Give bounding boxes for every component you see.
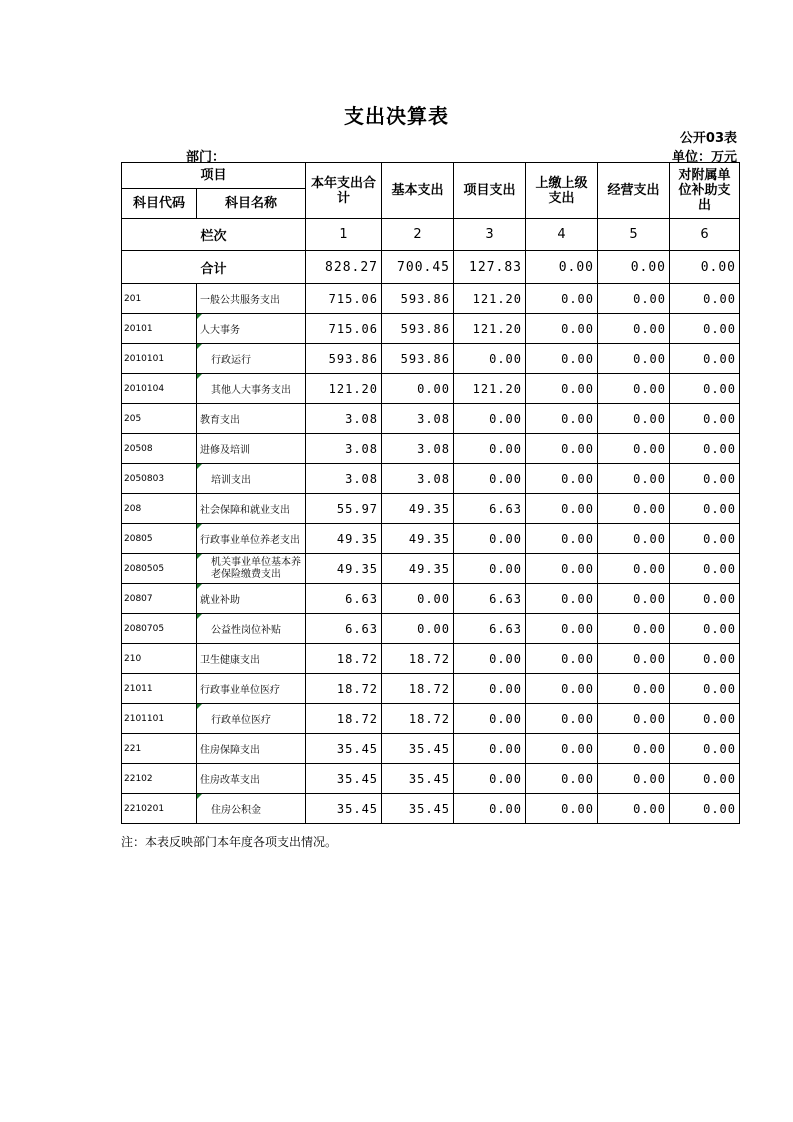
amount-cell: 593.86	[382, 344, 454, 374]
amount-cell: 0.00	[526, 734, 598, 764]
amount-cell: 0.00	[526, 644, 598, 674]
amount-cell: 0.00	[454, 404, 526, 434]
subject-code: 20805	[122, 524, 197, 554]
amount-cell: 18.72	[382, 674, 454, 704]
amount-cell: 0.00	[598, 314, 670, 344]
amount-cell: 18.72	[306, 674, 382, 704]
table-row	[122, 524, 740, 554]
subject-name: 行政事业单位养老支出	[197, 524, 306, 554]
amount-cell: 0.00	[526, 704, 598, 734]
subject-name: 住房公积金	[197, 794, 306, 824]
subject-name: 人大事务	[197, 314, 306, 344]
amount-cell: 0.00	[382, 374, 454, 404]
amount-cell: 0.00	[670, 464, 740, 494]
column-number: 1	[306, 219, 382, 251]
amount-cell: 0.00	[598, 374, 670, 404]
amount-cell: 0.00	[670, 644, 740, 674]
amount-cell: 0.00	[670, 614, 740, 644]
amount-cell: 0.00	[598, 404, 670, 434]
total-value: 828.27	[306, 251, 382, 284]
amount-cell: 0.00	[670, 734, 740, 764]
amount-cell: 0.00	[526, 284, 598, 314]
amount-cell: 0.00	[670, 524, 740, 554]
amount-cell: 0.00	[598, 644, 670, 674]
amount-cell: 3.08	[382, 464, 454, 494]
amount-cell: 0.00	[526, 614, 598, 644]
table-row	[122, 644, 740, 674]
table-row	[122, 464, 740, 494]
table-row	[122, 734, 740, 764]
amount-cell: 593.86	[382, 284, 454, 314]
form-number: 公开03表	[679, 131, 737, 146]
total-value: 0.00	[526, 251, 598, 284]
total-value: 0.00	[598, 251, 670, 284]
header-business: 经营支出	[598, 163, 670, 219]
table-row	[122, 404, 740, 434]
amount-cell: 35.45	[306, 764, 382, 794]
subject-name: 进修及培训	[197, 434, 306, 464]
amount-cell: 0.00	[598, 764, 670, 794]
footnote: 注：本表反映部门本年度各项支出情况。	[121, 835, 338, 849]
amount-cell: 49.35	[382, 494, 454, 524]
amount-cell: 0.00	[670, 404, 740, 434]
amount-cell: 0.00	[598, 734, 670, 764]
subject-name: 行政单位医疗	[197, 704, 306, 734]
subject-code: 210	[122, 644, 197, 674]
subject-code: 2080505	[122, 554, 197, 584]
page-title: 支出决算表	[344, 104, 449, 128]
amount-cell: 0.00	[526, 314, 598, 344]
subject-name: 行政运行	[197, 344, 306, 374]
subject-name: 住房改革支出	[197, 764, 306, 794]
amount-cell: 0.00	[454, 554, 526, 584]
amount-cell: 35.45	[306, 734, 382, 764]
table-row	[122, 704, 740, 734]
amount-cell: 0.00	[526, 794, 598, 824]
amount-cell: 0.00	[382, 614, 454, 644]
subject-code: 2080705	[122, 614, 197, 644]
amount-cell: 0.00	[454, 344, 526, 374]
column-number-row	[122, 219, 740, 251]
amount-cell: 0.00	[526, 434, 598, 464]
amount-cell: 6.63	[454, 614, 526, 644]
header-basic: 基本支出	[382, 163, 454, 219]
subject-name: 公益性岗位补贴	[197, 614, 306, 644]
table-row	[122, 374, 740, 404]
subject-name: 培训支出	[197, 464, 306, 494]
subject-code: 20807	[122, 584, 197, 614]
amount-cell: 593.86	[382, 314, 454, 344]
amount-cell: 0.00	[382, 584, 454, 614]
amount-cell: 0.00	[526, 554, 598, 584]
amount-cell: 121.20	[454, 314, 526, 344]
subject-name: 就业补助	[197, 584, 306, 614]
amount-cell: 55.97	[306, 494, 382, 524]
table-row	[122, 344, 740, 374]
subject-code: 2210201	[122, 794, 197, 824]
subject-name: 其他人大事务支出	[197, 374, 306, 404]
subject-code: 2101101	[122, 704, 197, 734]
amount-cell: 121.20	[454, 284, 526, 314]
amount-cell: 18.72	[306, 704, 382, 734]
amount-cell: 0.00	[598, 674, 670, 704]
amount-cell: 0.00	[454, 734, 526, 764]
table-row	[122, 284, 740, 314]
amount-cell: 6.63	[306, 614, 382, 644]
amount-cell: 0.00	[598, 344, 670, 374]
unit-label: 单位：万元	[671, 150, 737, 165]
expenditure-table	[121, 162, 740, 824]
amount-cell: 49.35	[382, 524, 454, 554]
amount-cell: 6.63	[454, 584, 526, 614]
header-code: 科目代码	[122, 189, 197, 219]
amount-cell: 715.06	[306, 284, 382, 314]
amount-cell: 3.08	[306, 404, 382, 434]
amount-cell: 0.00	[454, 794, 526, 824]
amount-cell: 18.72	[306, 644, 382, 674]
amount-cell: 121.20	[306, 374, 382, 404]
subject-name: 卫生健康支出	[197, 644, 306, 674]
amount-cell: 0.00	[526, 674, 598, 704]
amount-cell: 0.00	[454, 704, 526, 734]
amount-cell: 121.20	[454, 374, 526, 404]
subject-name: 行政事业单位医疗	[197, 674, 306, 704]
column-number: 4	[526, 219, 598, 251]
subject-name: 机关事业单位基本养老保险缴费支出	[197, 554, 306, 584]
amount-cell: 49.35	[306, 524, 382, 554]
amount-cell: 3.08	[382, 434, 454, 464]
amount-cell: 18.72	[382, 704, 454, 734]
subject-name: 一般公共服务支出	[197, 284, 306, 314]
amount-cell: 0.00	[526, 374, 598, 404]
subject-code: 205	[122, 404, 197, 434]
subject-code: 22102	[122, 764, 197, 794]
amount-cell: 35.45	[306, 794, 382, 824]
subject-code: 2010104	[122, 374, 197, 404]
amount-cell: 18.72	[382, 644, 454, 674]
amount-cell: 0.00	[454, 434, 526, 464]
column-number: 6	[670, 219, 740, 251]
amount-cell: 6.63	[454, 494, 526, 524]
amount-cell: 3.08	[306, 434, 382, 464]
total-label: 合计	[122, 251, 306, 284]
amount-cell: 0.00	[670, 494, 740, 524]
amount-cell: 0.00	[670, 374, 740, 404]
amount-cell: 0.00	[526, 764, 598, 794]
amount-cell: 0.00	[670, 554, 740, 584]
amount-cell: 0.00	[526, 404, 598, 434]
header-upper: 上缴上级支出	[526, 163, 598, 219]
column-number-label: 栏次	[122, 219, 306, 251]
amount-cell: 0.00	[526, 524, 598, 554]
amount-cell: 0.00	[670, 584, 740, 614]
total-row	[122, 251, 740, 284]
amount-cell: 0.00	[598, 614, 670, 644]
subject-name: 教育支出	[197, 404, 306, 434]
amount-cell: 0.00	[454, 674, 526, 704]
amount-cell: 0.00	[526, 494, 598, 524]
amount-cell: 35.45	[382, 764, 454, 794]
amount-cell: 0.00	[670, 314, 740, 344]
subject-code: 208	[122, 494, 197, 524]
amount-cell: 49.35	[382, 554, 454, 584]
amount-cell: 0.00	[598, 494, 670, 524]
amount-cell: 0.00	[598, 704, 670, 734]
amount-cell: 6.63	[306, 584, 382, 614]
amount-cell: 0.00	[526, 584, 598, 614]
amount-cell: 49.35	[306, 554, 382, 584]
table-row	[122, 584, 740, 614]
amount-cell: 0.00	[526, 344, 598, 374]
subject-code: 21011	[122, 674, 197, 704]
amount-cell: 35.45	[382, 794, 454, 824]
amount-cell: 0.00	[598, 584, 670, 614]
header-name: 科目名称	[197, 189, 306, 219]
amount-cell: 0.00	[670, 764, 740, 794]
subject-name: 社会保障和就业支出	[197, 494, 306, 524]
department-label: 部门：	[186, 150, 226, 165]
amount-cell: 0.00	[454, 764, 526, 794]
header-item: 项目	[122, 163, 306, 189]
amount-cell: 0.00	[598, 434, 670, 464]
total-value: 127.83	[454, 251, 526, 284]
table-row	[122, 434, 740, 464]
table-row	[122, 614, 740, 644]
amount-cell: 0.00	[670, 434, 740, 464]
amount-cell: 0.00	[598, 284, 670, 314]
amount-cell: 0.00	[598, 524, 670, 554]
amount-cell: 0.00	[454, 464, 526, 494]
table-row	[122, 554, 740, 584]
column-number: 5	[598, 219, 670, 251]
subject-name: 住房保障支出	[197, 734, 306, 764]
amount-cell: 35.45	[382, 734, 454, 764]
amount-cell: 0.00	[526, 464, 598, 494]
amount-cell: 0.00	[598, 464, 670, 494]
amount-cell: 0.00	[454, 524, 526, 554]
header-subsidy: 对附属单位补助支出	[670, 163, 740, 219]
table-row	[122, 794, 740, 824]
amount-cell: 0.00	[670, 344, 740, 374]
subject-code: 221	[122, 734, 197, 764]
subject-code: 2050803	[122, 464, 197, 494]
header-total: 本年支出合计	[306, 163, 382, 219]
column-number: 2	[382, 219, 454, 251]
amount-cell: 3.08	[382, 404, 454, 434]
column-number: 3	[454, 219, 526, 251]
table-row	[122, 674, 740, 704]
amount-cell: 0.00	[670, 704, 740, 734]
subject-code: 20101	[122, 314, 197, 344]
subject-code: 20508	[122, 434, 197, 464]
subject-code: 201	[122, 284, 197, 314]
table-row	[122, 764, 740, 794]
amount-cell: 3.08	[306, 464, 382, 494]
amount-cell: 0.00	[670, 794, 740, 824]
amount-cell: 0.00	[670, 284, 740, 314]
total-value: 0.00	[670, 251, 740, 284]
amount-cell: 0.00	[598, 554, 670, 584]
table-row	[122, 314, 740, 344]
amount-cell: 593.86	[306, 344, 382, 374]
amount-cell: 0.00	[670, 674, 740, 704]
amount-cell: 0.00	[454, 644, 526, 674]
total-value: 700.45	[382, 251, 454, 284]
amount-cell: 0.00	[598, 794, 670, 824]
amount-cell: 715.06	[306, 314, 382, 344]
header-project: 项目支出	[454, 163, 526, 219]
table-row	[122, 494, 740, 524]
subject-code: 2010101	[122, 344, 197, 374]
